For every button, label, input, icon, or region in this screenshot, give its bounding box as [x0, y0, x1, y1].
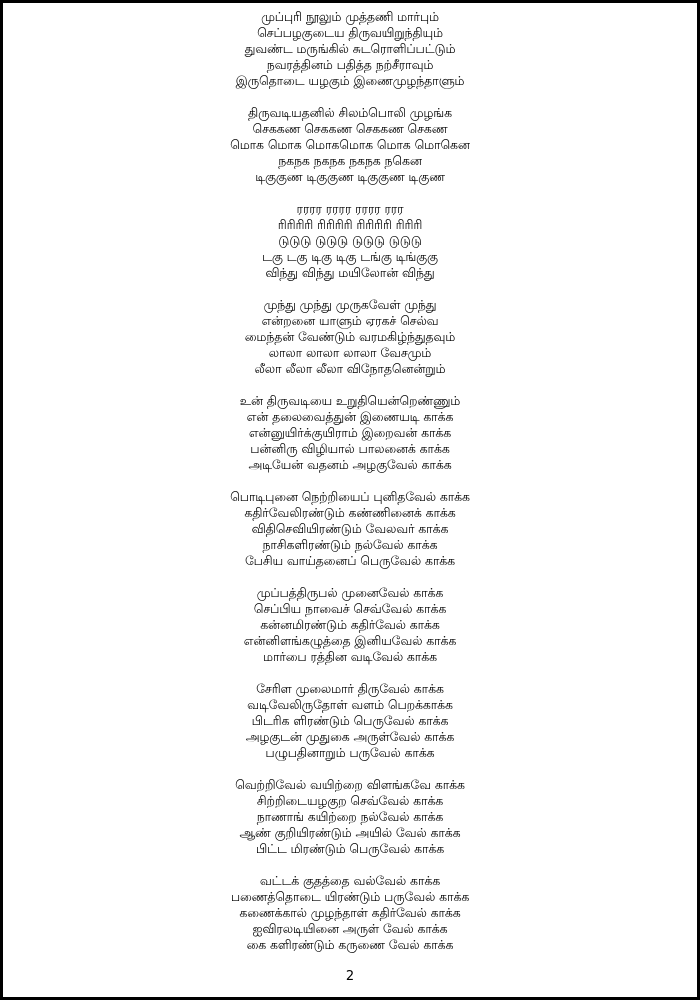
verse-line: டுடுடு டுடுடு டுடுடு டுடுடு: [278, 234, 422, 248]
verse-line: செககண செககண செககண செகண: [252, 122, 448, 136]
verse-line: விதிசெவியிரண்டும் வேலவர் காக்க: [251, 522, 449, 536]
verse-line: பழுபதினாறும் பருவேல் காக்க: [265, 746, 435, 760]
verse-line: திருவடியதனில் சிலம்பொலி முழங்க: [248, 106, 452, 120]
verse-line: கணைக்கால் முழந்தாள் கதிர்வேல் காக்க: [239, 906, 461, 920]
verse-line: மார்பை ரத்தின வடிவேல் காக்க: [263, 650, 437, 664]
verse-line: பிடரிக ளிரண்டும் பெருவேல் காக்க: [251, 714, 449, 728]
verse-line: ரரரர ரரரர ரரரர ரரர: [296, 202, 404, 216]
verse-line: அடியேன் வதனம் அழகுவேல் காக்க: [248, 458, 452, 472]
verse-line: சிற்றிடையழகுற செவ்வேல் காக்க: [256, 794, 444, 808]
verse-line: பேசிய வாய்தனைப் பெருவேல் காக்க: [244, 554, 456, 568]
verse-line: பொடிபுனை நெற்றியைப் புனிதவேல் காக்க: [230, 490, 470, 504]
verse-line: ரிரிரிரி ரிரிரிரி ரிரிரிரி ரிரிரி: [277, 218, 423, 232]
verse-line: பிட்ட மிரண்டும் பெருவேல் காக்க: [255, 842, 445, 856]
verse-line: சேரிள முலைமார் திருவேல் காக்க: [256, 682, 444, 696]
stanza: [3, 105, 697, 185]
verse-line: முப்பத்திருபல் முனைவேல் காக்க: [256, 586, 444, 600]
verse-line: என் தலைவைத்துன் இணையடி காக்க: [246, 410, 454, 424]
poem-body: [3, 9, 697, 969]
verse-line: கதிர்வேலிரண்டும் கண்ணினைக் காக்க: [244, 506, 456, 520]
verse-line: என்னுயிர்க்குயிராம் இறைவன் காக்க: [248, 426, 452, 440]
verse-line: இருதொடை யழகும் இணைமுழந்தாளும்: [235, 74, 465, 88]
stanza: [3, 777, 697, 857]
verse-line: முப்புரி நூலும் முத்தணி மார்பும்: [261, 10, 439, 24]
verse-line: ஐவிரலடியினை அருள் வேல் காக்க: [252, 922, 448, 936]
verse-line: நகநக நகநக நகநக நகென: [278, 154, 422, 168]
stanza: [3, 297, 697, 377]
verse-line: மொக மொக மொகமொக மொக மொகென: [230, 138, 470, 152]
verse-line: டகு டகு டிகு டிகு டங்கு டிங்குகு: [262, 250, 438, 264]
verse-line: பன்னிரு விழியால் பாலனைக் காக்க: [250, 442, 450, 456]
verse-line: பணைத்தொடை யிரண்டும் பருவேல் காக்க: [230, 890, 470, 904]
verse-line: துவண்ட மருங்கில் சுடரொளிப்பட்டும்: [244, 42, 456, 56]
stanza: [3, 489, 697, 569]
verse-line: லாலா லாலா லாலா வேசமும்: [268, 346, 432, 360]
verse-line: ஆண் குறியிரண்டும் அயில் வேல் காக்க: [239, 826, 461, 840]
stanza: [3, 681, 697, 761]
verse-line: வட்டக் குதத்தை வல்வேல் காக்க: [259, 874, 441, 888]
verse-line: என்னிளங்கழுத்தை இனியவேல் காக்க: [243, 634, 457, 648]
verse-line: அழகுடன் முதுகை அருள்வேல் காக்க: [245, 730, 455, 744]
verse-line: வெற்றிவேல் வயிற்றை விளங்கவே காக்க: [235, 778, 465, 792]
stanza: [3, 585, 697, 665]
verse-line: நவரத்தினம் பதித்த நற்சீராவும்: [266, 58, 434, 72]
verse-line: உன் திருவடியை உறுதியென்றெண்ணும்: [239, 394, 461, 408]
verse-line: மைந்தன் வேண்டும் வரமகிழ்ந்துதவும்: [244, 330, 456, 344]
stanza: [3, 201, 697, 281]
stanza: [3, 9, 697, 89]
verse-line: நாணாங் கயிற்றை நல்வேல் காக்க: [256, 810, 444, 824]
verse-line: விந்து விந்து மயிலோன் விந்து: [265, 266, 435, 280]
stanza: [3, 873, 697, 953]
verse-line: கை களிரண்டும் கருணை வேல் காக்க: [246, 938, 454, 952]
verse-line: முந்து முந்து முருகவேள் முந்து: [263, 298, 437, 312]
stanza: [3, 393, 697, 473]
verse-line: லீலா லீலா லீலா விநோதனென்றும்: [254, 362, 446, 376]
verse-line: என்றனை யாளும் ஏரகச் செல்வ: [261, 314, 439, 328]
verse-line: நாசிகளிரண்டும் நல்வேல் காக்க: [262, 538, 438, 552]
verse-line: செப்பிய நாவைச் செவ்வேல் காக்க: [253, 602, 447, 616]
verse-line: வடிவேலிருதோள் வளம் பெறக்காக்க: [247, 698, 453, 712]
page-number: 2: [345, 969, 355, 984]
verse-line: டிகுகுண டிகுகுண டிகுகுண டிகுண: [255, 170, 445, 184]
verse-line: கன்னமிரண்டும் கதிர்வேல் காக்க: [260, 618, 440, 632]
verse-line: செப்பழகுடைய திருவயிறுந்தியும்: [257, 26, 443, 40]
